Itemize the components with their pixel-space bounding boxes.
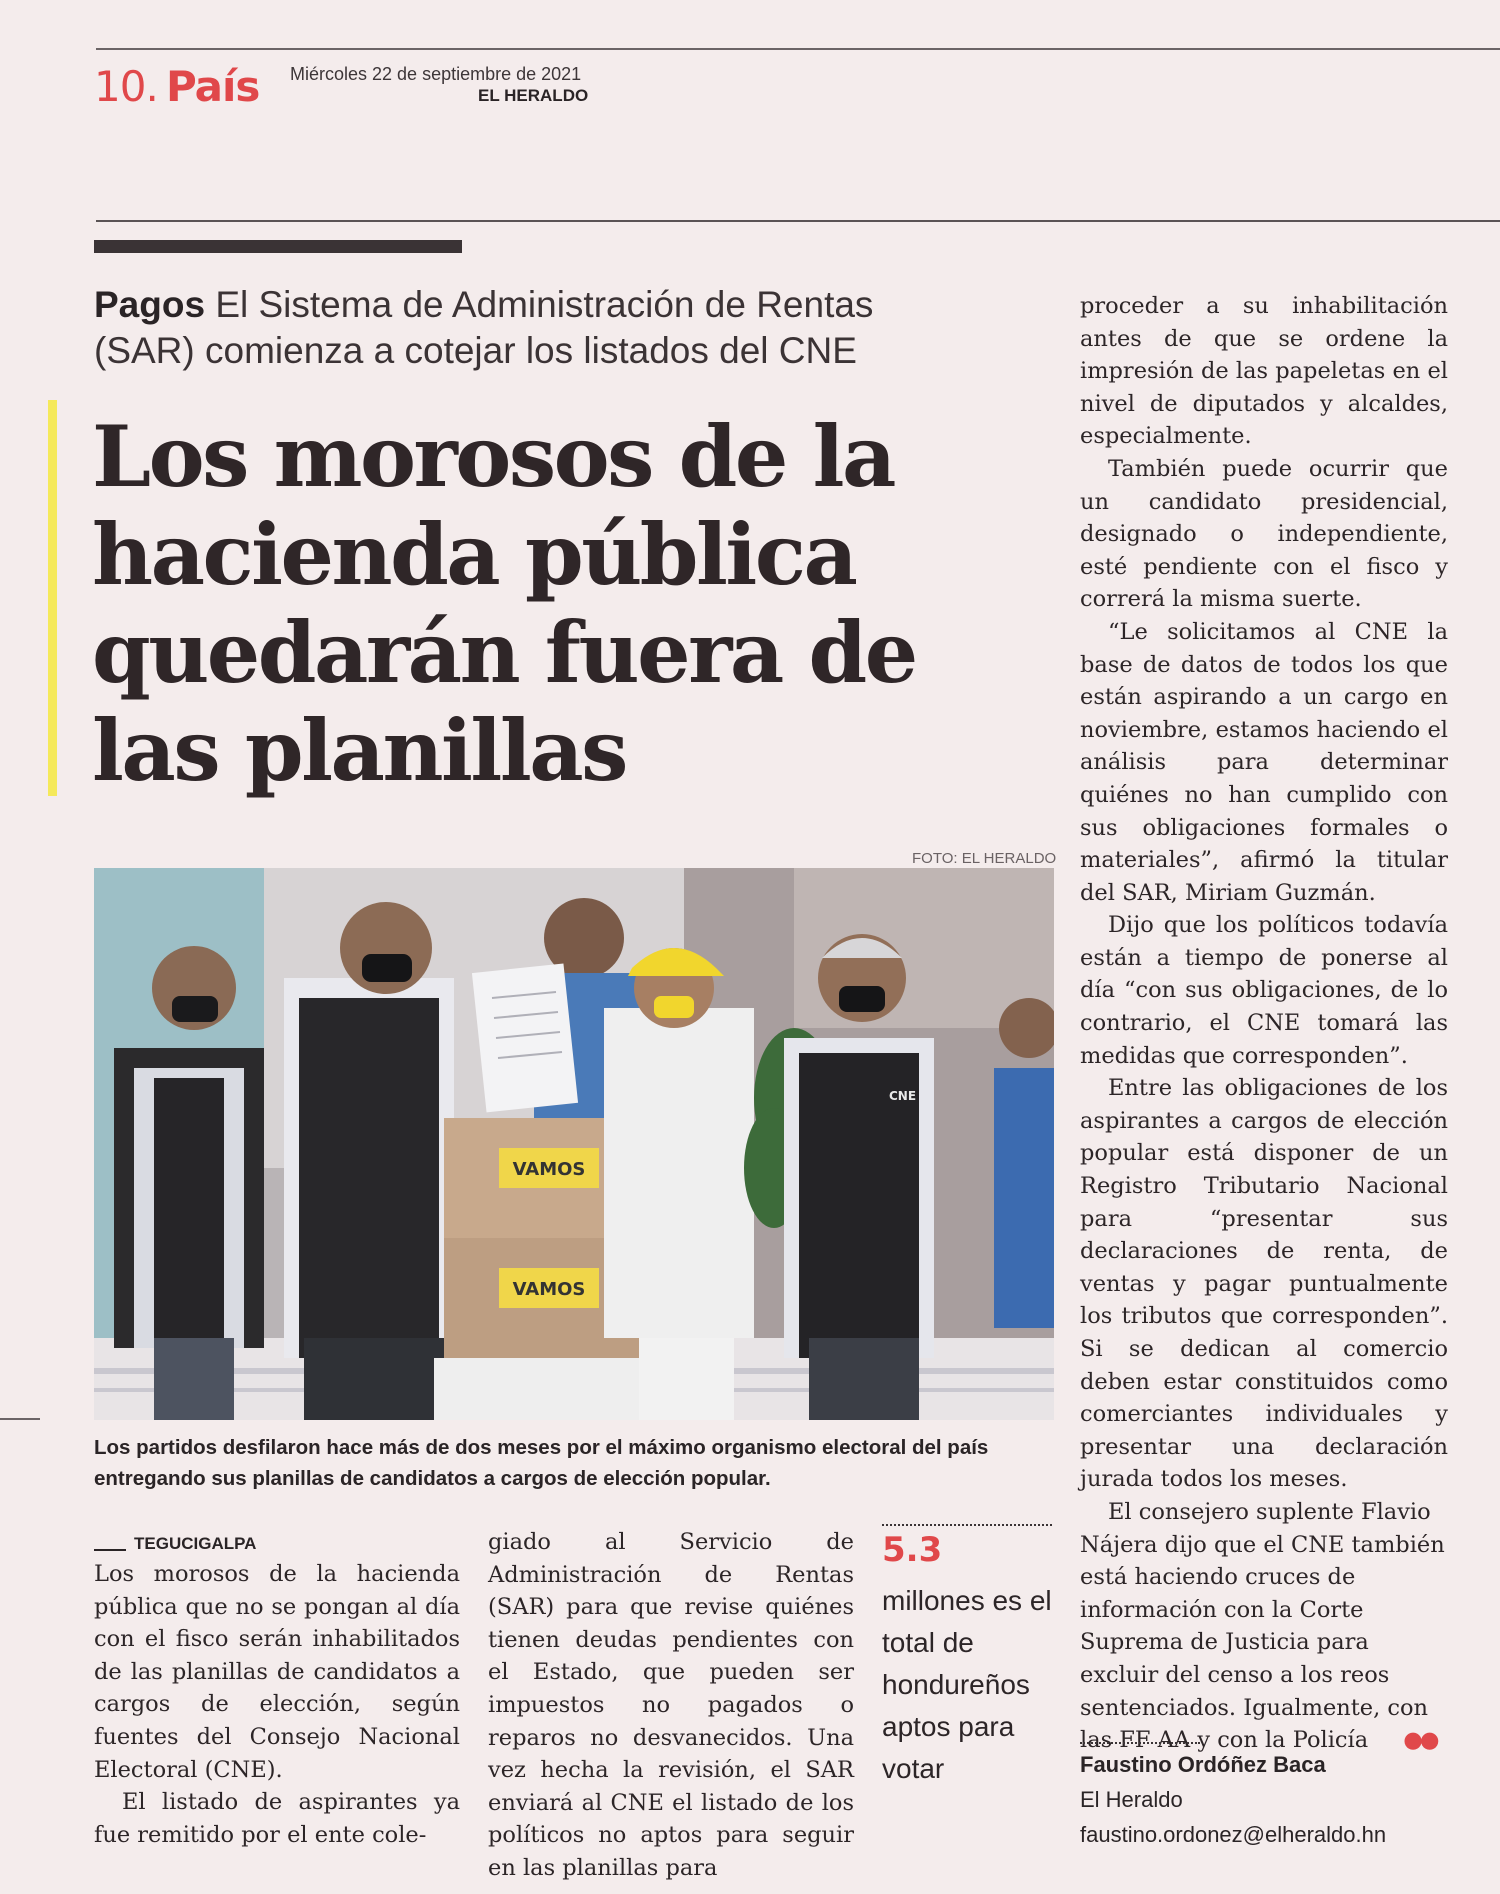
box-label-top: VAMOS: [512, 1159, 586, 1180]
byline-email: faustino.ordonez@elheraldo.hn: [1080, 1822, 1387, 1847]
paragraph: Dijo que los políticos todavía están a tiempo de ponerse al día “con sus obligaciones, de lo contrario, el CNE tomará las medidas que corresponden”.: [1080, 912, 1448, 1069]
stat-divider: [882, 1524, 1052, 1526]
stat-number: 5.3: [882, 1530, 943, 1570]
body-column-1: [94, 1558, 460, 1851]
section-divider: [96, 220, 1500, 222]
photo-illustration: [94, 868, 1054, 1420]
newspaper-name: EL HERALDO: [478, 86, 589, 105]
byline-divider: [1080, 1742, 1200, 1744]
byline-organization: El Heraldo: [1080, 1787, 1183, 1812]
paragraph: El listado de aspirantes ya fue remitido por el ente cole-: [94, 1789, 460, 1848]
body-column-3: [1080, 290, 1448, 1757]
box-label-bottom: VAMOS: [512, 1279, 586, 1300]
headline: Los morosos de la hacienda pública quedarán fuera de las planillas: [92, 407, 916, 800]
paragraph: También puede ocurrir que un candidato presidencial, designado o independiente, esté pendiente con el fisco y correrá la misma suerte.: [1080, 455, 1448, 613]
dateline: TEGUCIGALPA: [134, 1534, 257, 1553]
end-mark-icon: ●●: [1403, 1727, 1437, 1754]
stat-description: millones es el total de hondureños aptos para votar: [882, 1585, 1052, 1784]
paragraph: “Le solicitamos al CNE la base de datos de todos los que están aspirando a un cargo en noviembre, estamos haciendo el análisis para determinar quiénes no han cumplido con sus obligaciones formales o materiales”, afirmó la titular del SAR, Miriam Guzmán.: [1080, 618, 1448, 906]
margin-tick: [0, 1418, 40, 1420]
byline-author: Faustino Ordóñez Baca: [1080, 1752, 1326, 1777]
photo-credit: FOTO: EL HERALDO: [912, 850, 1057, 867]
article-photo: [94, 868, 1054, 1420]
page-number: 10.: [94, 62, 158, 111]
photo-caption: Los partidos desfilaron hace más de dos meses por el máximo organismo electoral del país entregando sus planillas de candidatos a cargos de elección popular.: [94, 1436, 989, 1490]
paragraph-text: El consejero suplente Flavio Nájera dijo que el CNE también está haciendo cruces de información con la Corte Suprema de Justicia para excluir del censo a los reos sentenciados. Igualmente, con las FF AA y con la Policía: [1080, 1498, 1445, 1754]
top-rule: [96, 48, 1500, 50]
section-title: País: [166, 62, 260, 111]
paragraph-last: [1080, 1496, 1448, 1757]
kicker: [94, 282, 944, 374]
vest-logo: CNE: [889, 1089, 917, 1103]
kicker-bar: [94, 240, 462, 253]
paragraph: giado al Servicio de Administración de Rentas (SAR) para que revise quiénes tienen deudas pendientes con el Estado, que pueden ser impuestos no pagados o reparos no desvanecidos. Una vez hecha la revisión, el SAR enviará al CNE el listado de los políticos no aptos para seguir en las planillas para: [488, 1529, 854, 1881]
kicker-label: Pagos: [94, 284, 206, 325]
kicker-text: El Sistema de Administración de Rentas (SAR) comienza a cotejar los listados del CNE: [94, 284, 874, 371]
issue-date: Miércoles 22 de septiembre de 2021: [290, 64, 582, 84]
highlighter-mark: [48, 400, 57, 796]
paragraph: proceder a su inhabilitación antes de que se ordene la impresión de las papeletas en el nivel de diputados y alcaldes, especialmente.: [1080, 293, 1448, 450]
paragraph: Los morosos de la hacienda pública que no se pongan al día con el fisco serán inhabilitados de las planillas de candidatos a cargos de elección, según fuentes del Consejo Nacional Electoral (CNE).: [94, 1561, 460, 1783]
paragraph: Entre las obligaciones de los aspirantes a cargos de elección popular está disponer de un Registro Tributario Nacional para “presentar sus declaraciones de renta, de ventas y pagar puntualmente los tributos que corresponden”. Si se dedican al comercio deben estar constituidos como comerciantes individuales y presentar una declaración jurada todos los meses.: [1080, 1075, 1448, 1493]
dateline-rule: [94, 1549, 126, 1551]
body-column-2: [488, 1526, 854, 1885]
